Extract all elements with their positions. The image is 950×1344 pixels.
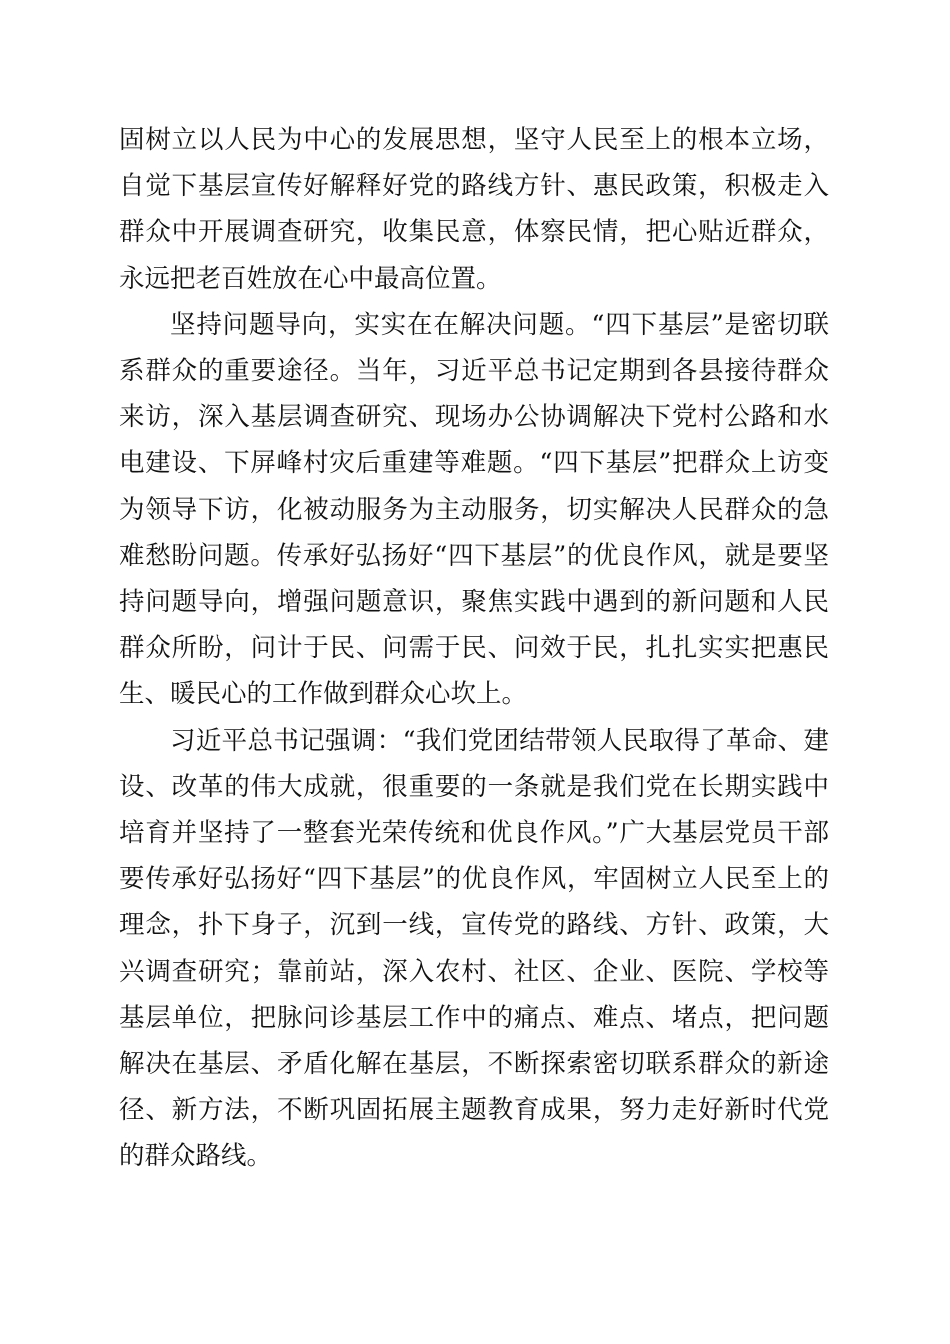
document-body [119, 117, 829, 1180]
paragraph-xi-emphasis: 习近平总书记强调：“我们党团结带领人民取得了革命、建设、改革的伟大成就，很重要的一条就是我们党在长期实践中培育并坚持了一整套光荣传统和优良作风。”广大基层党员干部要传承好弘扬好“四下基层”的优良作风，牢固树立人民至上的理念，扑下身子，沉到一线，宣传党的路线、方针、政策，大兴调查研究；靠前站，深入农村、社区、企业、医院、学校等基层单位，把脉问诊基层工作中的痛点、难点、堵点，把问题解决在基层、矛盾化解在基层，不断探索密切联系群众的新途径、新方法，不断巩固拓展主题教育成果，努力走好新时代党的群众路线。 [119, 725, 829, 1172]
paragraph-continued: 固树立以人民为中心的发展思想，坚守人民至上的根本立场，自觉下基层宣传好解释好党的路线方针、惠民政策，积极走入群众中开展调查研究，收集民意，体察民情，把心贴近群众，永远把老百姓放在心中最高位置。 [119, 125, 829, 294]
paragraph-problem-orientation: 坚持问题导向，实实在在解决问题。“四下基层”是密切联系群众的重要途径。当年，习近平总书记定期到各县接待群众来访，深入基层调查研究、现场办公协调解决下党村公路和水电建设、下屏峰村灾后重建等难题。“四下基层”把群众上访变为领导下访，化被动服务为主动服务，切实解决人民群众的急难愁盼问题。传承好弘扬好“四下基层”的优良作风，就是要坚持问题导向，增强问题意识，聚焦实践中遇到的新问题和人民群众所盼，问计于民、问需于民、问效于民，扎扎实实把惠民生、暖民心的工作做到群众心坎上。 [119, 309, 829, 710]
